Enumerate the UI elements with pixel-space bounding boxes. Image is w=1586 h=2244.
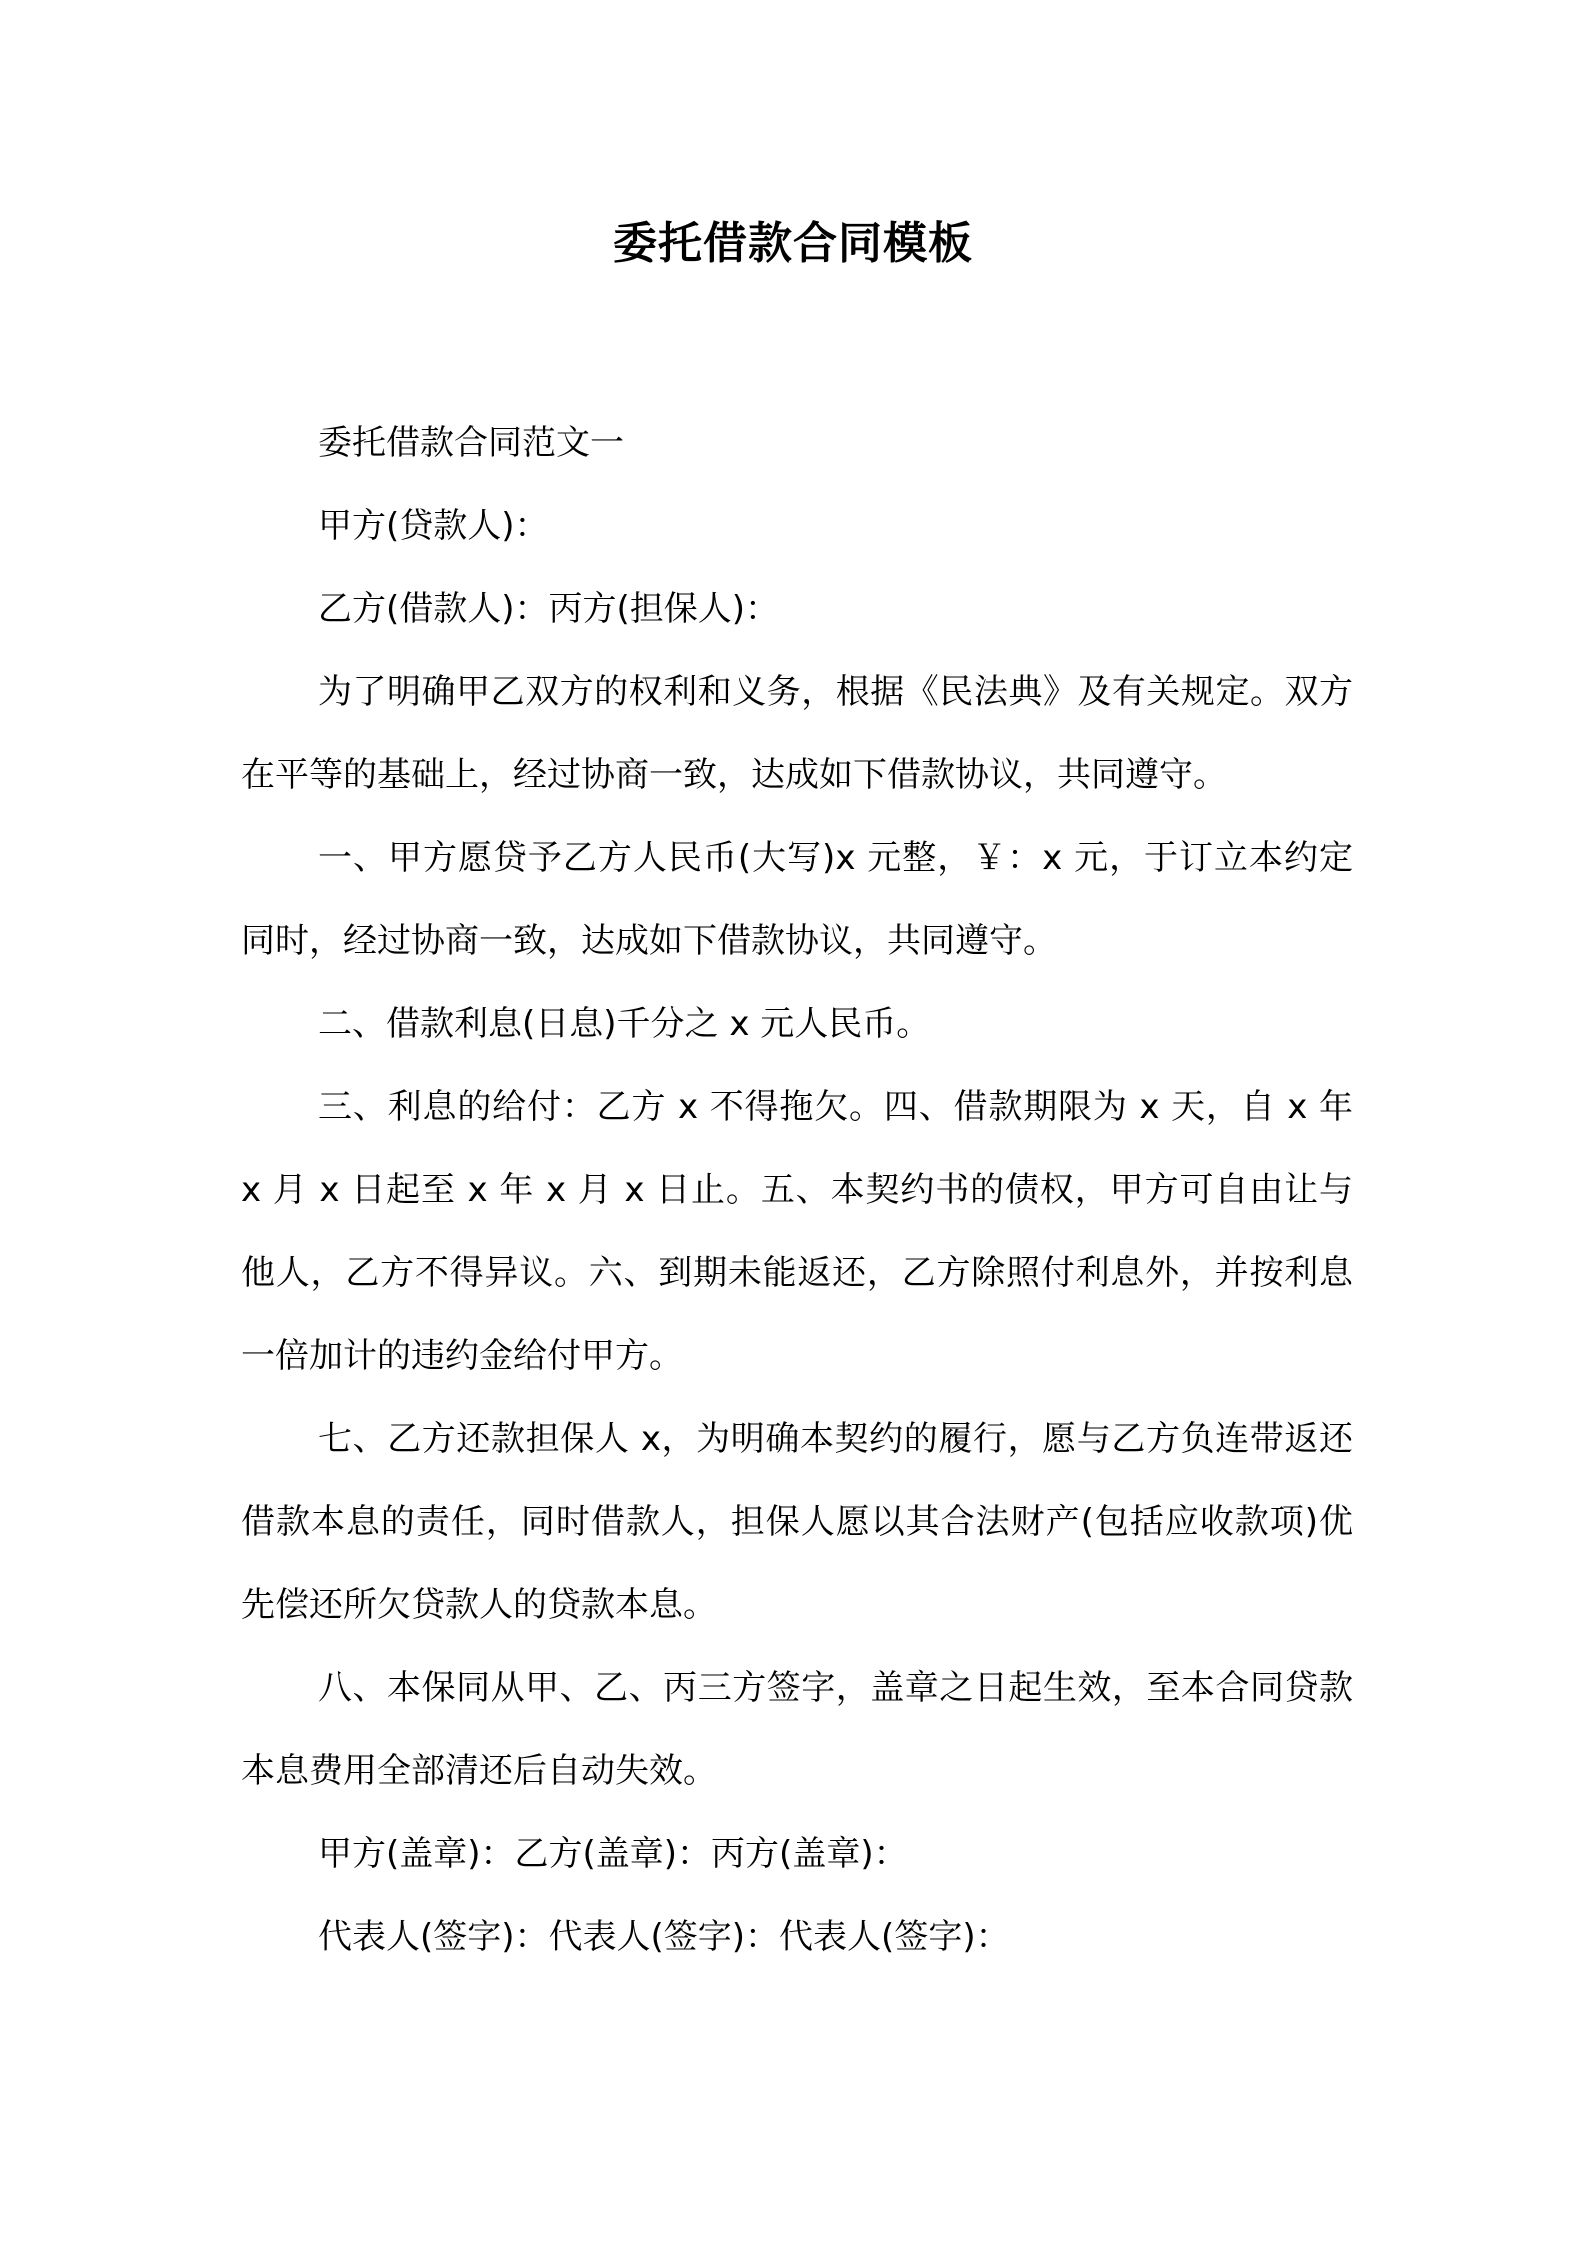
section-heading: 委托借款合同范文一 (318, 423, 624, 463)
seal-line: 甲方(盖章)：乙方(盖章)：丙方(盖章)： (318, 1834, 908, 1874)
preamble-paragraph: 为了明确甲乙双方的权利和义务，根据《民法典》及有关规定。双方在平等的基础上，经过协商一致，达成如下借款协议，共同遵守。 (241, 672, 1353, 795)
document-body (241, 402, 1353, 1979)
clause-2-paragraph: 二、借款利息(日息)千分之 x 元人民币。 (318, 1004, 931, 1044)
clause-1-paragraph: 一、甲方愿贷予乙方人民币(大写)x 元整，￥：x 元，于订立本约定同时，经过协商一致，达成如下借款协议，共同遵守。 (241, 838, 1353, 961)
clause-8-paragraph: 八、本保同从甲、乙、丙三方签字，盖章之日起生效，至本合同贷款本息费用全部清还后自动失效。 (241, 1668, 1353, 1791)
clause-7-paragraph: 七、乙方还款担保人 x，为明确本契约的履行，愿与乙方负连带返还借款本息的责任，同时借款人，担保人愿以其合法财产(包括应收款项)优先偿还所欠贷款人的贷款本息。 (241, 1419, 1353, 1625)
signature-line: 代表人(签字)：代表人(签字)：代表人(签字)： (318, 1917, 1010, 1957)
clause-3-6-paragraph: 三、利息的给付：乙方 x 不得拖欠。四、借款期限为 x 天，自 x 年 x 月 x 日起至 x 年 x 月 x 日止。五、本契约书的债权，甲方可自由让与他人，乙方不得异议。六、到期未能返还，乙方除照付利息外，并按利息一倍加计的违约金给付甲方。 (241, 1087, 1353, 1376)
party-a-line: 甲方(贷款人)： (318, 506, 549, 546)
document-title: 委托借款合同模板 (613, 218, 973, 269)
party-b-c-line: 乙方(借款人)：丙方(担保人)： (318, 589, 780, 629)
